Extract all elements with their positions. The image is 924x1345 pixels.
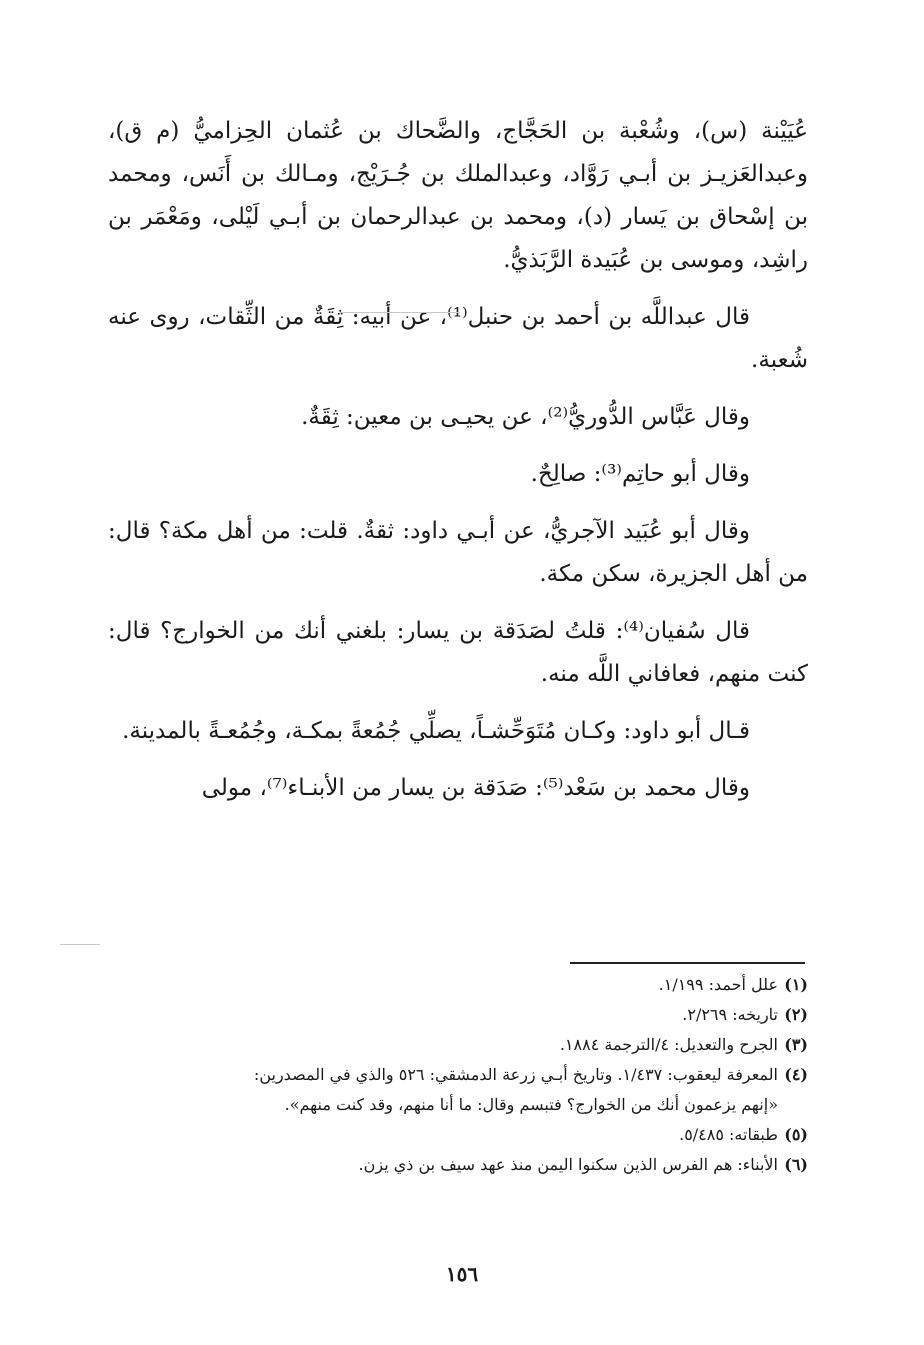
footnote-text: الجرح والتعديل: ٤/الترجمة ١٨٨٤. (559, 1035, 778, 1054)
footnote (108, 1120, 808, 1150)
footnote (108, 1150, 808, 1180)
footnote (108, 1030, 808, 1060)
paragraph: وقال أبو حاتِم⁽³⁾: صالِحٌ. (530, 461, 750, 487)
footnote (108, 1060, 808, 1090)
footnote-text: المعرفة ليعقوب: ١/٤٣٧. وتاريخ أبـي زرعة الدمشقي: ٥٢٦ والذي في المصدرين: (253, 1065, 778, 1084)
footnote-separator (570, 962, 805, 964)
paragraph: قال عبداللَّه بن أحمد بن حنبل⁽¹⁾، عن أبيه: ثِقَةٌ من الثِّقات، روى عنه شُعبة. (108, 304, 808, 373)
footnote-continuation: «إنهم يزعمون أنك من الخوارج؟ فتبسم وقال: ما أنا منهم، وقد كنت منهم». (284, 1095, 778, 1114)
paragraph: قـال أبو داود: وكـان مُتَوَحِّشـاً، يصلِّي جُمُعةً بمكـة، وجُمُعـةً بالمدينة. (122, 718, 750, 744)
footnote-number: (٣) (784, 1035, 808, 1054)
footnote-number: (٦) (784, 1155, 808, 1174)
footnote (108, 970, 808, 1000)
footnote-number: (١) (784, 975, 808, 994)
footnote-text: تاريخه: ٢/٢٦٩. (682, 1005, 778, 1024)
footnote (108, 1000, 808, 1030)
scan-artifact-line (60, 944, 100, 945)
main-text (108, 110, 808, 824)
page-number: ١٥٦ (445, 1262, 479, 1286)
footnote-text: الأبناء: هم الفرس الذين سكنوا اليمن منذ عهد سيف بن ذي يزن. (358, 1155, 778, 1174)
footnote-text: علل أحمد: ١/١٩٩. (658, 975, 778, 994)
footnote-number: (٢) (784, 1005, 808, 1024)
footnote-text: طبقاته: ٥/٤٨٥. (679, 1125, 778, 1144)
footnote-number: (٥) (784, 1125, 808, 1144)
paragraph: قال سُفيان⁽⁴⁾: قلتُ لصَدَقة بن يسار: بلغني أنك من الخوارج؟ قال: كنت منهم، فعافاني اللَّه منه. (108, 618, 808, 687)
paragraph: عُيَيْنة (س)، وشُعْبة بن الحَجَّاج، والضَّحاك بن عُثمان الحِزاميُّ (م ق)، وعبدالعَزيـز بن أبـي رَوَّاد، وعبدالملك بن جُـرَيْج، ومـالك بن أَنَس، ومحمد بن إسْحاق بن يَسار (د)، ومحمد بن عبدالرحمان بن أبـي لَيْلى، ومَعْمَر بن راشِد، وموسى بن عُبَيدة الرَّبَذيُّ. (108, 118, 808, 273)
footnote-number: (٤) (784, 1065, 808, 1084)
paragraph: وقال أبو عُبَيد الآجريُّ، عن أبـي داود: ثقةٌ. قلت: من أهل مكة؟ قال: من أهل الجزيرة، سكن مكة. (108, 518, 808, 587)
paragraph: وقال محمد بن سَعْد⁽⁵⁾: صَدَقة بن يسار من الأبنـاء⁽⁷⁾، مولى (201, 775, 750, 801)
footnotes (108, 970, 808, 1180)
scan-artifact-line (340, 312, 460, 313)
paragraph: وقال عَبَّاس الدُّوريُّ⁽²⁾، عن يحيـى بن معين: ثِقَةٌ. (301, 404, 750, 430)
